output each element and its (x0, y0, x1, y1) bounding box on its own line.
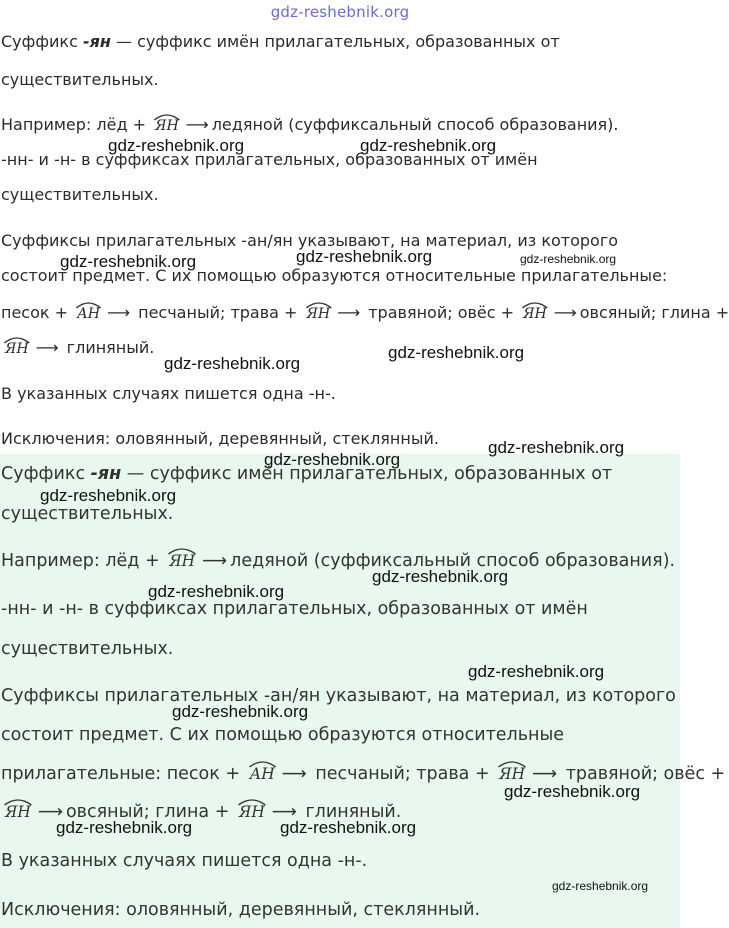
suffix-label: ЯН (169, 552, 196, 570)
top-p4-line2: состоит предмет. С их помощью образуются относительные прилагательные: (1, 266, 668, 285)
arrow-icon: ⟶ (202, 551, 228, 571)
suffix-label: ЯН (306, 306, 331, 322)
text: — суффикс имён прилагательных, образованных от (110, 32, 560, 51)
suffix-label: АН (77, 306, 101, 322)
suffix-yan-marker (3, 803, 33, 821)
bottom-p5 (1, 764, 725, 784)
top-block (0, 26, 729, 454)
suffix-yan-marker (521, 306, 549, 322)
arrow-icon: ⟶ (35, 338, 59, 357)
bottom-p1-line2: существительных. (1, 504, 174, 524)
arc-icon (75, 300, 102, 309)
text: травяной; овёс + (560, 764, 726, 784)
watermark: gdz-reshebnik.org (108, 136, 245, 155)
suffix-label: ЯН (5, 803, 31, 821)
text: овсяный; глина + (579, 303, 729, 322)
arrow-icon: ⟶ (337, 303, 361, 322)
bottom-p8: Исключения: оловянный, деревянный, стеклянный. (1, 900, 481, 920)
suffix-yan-marker (167, 552, 197, 570)
text: песчаный; трава + (133, 303, 303, 322)
top-p4-line1: Суффиксы прилагательных -ан/ян указывают, на материал, из которого (1, 231, 619, 250)
text: глиняный. (299, 802, 402, 822)
text: Например: лёд + (1, 551, 166, 571)
arrow-icon: ⟶ (271, 802, 297, 822)
top-p1-line1 (1, 32, 560, 51)
text: Суффикс (1, 464, 91, 484)
arrow-icon: ⟶ (185, 115, 209, 134)
suffix-label: АН (249, 765, 275, 783)
suffix-yan-marker (305, 306, 333, 322)
top-p2 (1, 115, 619, 134)
arrow-icon: ⟶ (553, 303, 577, 322)
arc-icon (3, 335, 31, 344)
top-p5 (1, 303, 729, 322)
bottom-block (0, 454, 726, 928)
top-p3-line1: -нн- и -н- в суффиксах прилагательных, образованных от имён (1, 150, 538, 169)
arc-icon (521, 300, 549, 309)
watermark: gdz-reshebnik.org (552, 879, 649, 893)
bottom-p7: В указанных случаях пишется одна -н-. (1, 851, 368, 871)
arc-icon (3, 797, 33, 806)
top-p3-line2: существительных. (1, 185, 159, 204)
bottom-p3-line2: существительных. (1, 639, 174, 659)
arrow-icon: ⟶ (107, 303, 131, 322)
arc-icon (153, 112, 181, 121)
watermark: gdz-reshebnik.org (280, 818, 417, 837)
watermark: gdz-reshebnik.org (172, 702, 309, 721)
arc-icon (497, 759, 527, 768)
text: травяной; овёс + (363, 303, 520, 322)
suffix-label: ЯН (5, 341, 29, 357)
arrow-icon: ⟶ (281, 764, 307, 784)
suffix-an-marker (248, 765, 277, 783)
suffix-label: ЯН (155, 118, 179, 134)
top-p1-line2: существительных. (1, 70, 159, 89)
arc-icon (305, 300, 333, 309)
suffix-label: ЯН (499, 765, 526, 783)
watermark: gdz-reshebnik.org (388, 343, 525, 362)
watermark: gdz-reshebnik.org (372, 567, 509, 586)
suffix-yan-marker (3, 341, 31, 357)
arrow-icon: ⟶ (532, 764, 558, 784)
bottom-p3-line1: -нн- и -н- в суффиксах прилагательных, образованных от имён (1, 599, 588, 619)
suffix-yan-marker (497, 765, 527, 783)
bottom-p4-line1: Суффиксы прилагательных -ан/ян указывают, на материал, из которого (1, 686, 676, 706)
watermark: gdz-reshebnik.org (504, 782, 641, 801)
top-p7: В указанных случаях пишется одна -н-. (1, 384, 336, 403)
bottom-p4-line2: состоит предмет. С их помощью образуются относительные (1, 725, 565, 745)
arc-icon (248, 759, 277, 768)
bottom-p2 (1, 551, 675, 571)
suffix-yan-marker (153, 118, 181, 134)
watermark: gdz-reshebnik.org (468, 662, 605, 681)
suffix-text: -ян (90, 464, 122, 484)
watermark: gdz-reshebnik.org (40, 486, 177, 505)
watermark: gdz-reshebnik.org (148, 582, 285, 601)
text: овсяный; глина + (65, 802, 235, 822)
top-p8: Исключения: оловянный, деревянный, стеклянный. (1, 429, 439, 448)
suffix-yan-marker (237, 803, 267, 821)
watermark: gdz-reshebnik.org (264, 450, 401, 469)
watermark: gdz-reshebnik.org (56, 818, 193, 837)
watermark: gdz-reshebnik.org (520, 252, 617, 266)
text: прилагательные: песок + (1, 764, 246, 784)
watermark: gdz-reshebnik.org (360, 136, 497, 155)
arc-icon (167, 546, 197, 555)
suffix-text: -ян (82, 32, 111, 51)
watermark: gdz-reshebnik.org (164, 354, 301, 373)
text: — суффикс имён прилагательных, образованных от (121, 464, 613, 484)
text: Суффикс (1, 32, 83, 51)
watermark: gdz-reshebnik.org (296, 247, 433, 266)
suffix-label: ЯН (238, 803, 265, 821)
arrow-icon: ⟶ (37, 802, 63, 822)
suffix-an-marker (75, 306, 102, 322)
suffix-label: ЯН (523, 306, 547, 322)
text: глиняный. (61, 338, 155, 357)
text: ледяной (суффиксальный способ образования). (230, 551, 676, 571)
text: ледяной (суффиксальный способ образования). (211, 115, 619, 134)
watermark: gdz-reshebnik.org (488, 438, 625, 457)
watermark: gdz-reshebnik.org (60, 252, 197, 271)
text: Например: лёд + (1, 115, 152, 134)
top-p6 (1, 338, 154, 357)
header-watermark: gdz-reshebnik.org (270, 3, 410, 21)
text: песчаный; трава + (309, 764, 496, 784)
arc-icon (237, 797, 267, 806)
text: песок + (1, 303, 74, 322)
